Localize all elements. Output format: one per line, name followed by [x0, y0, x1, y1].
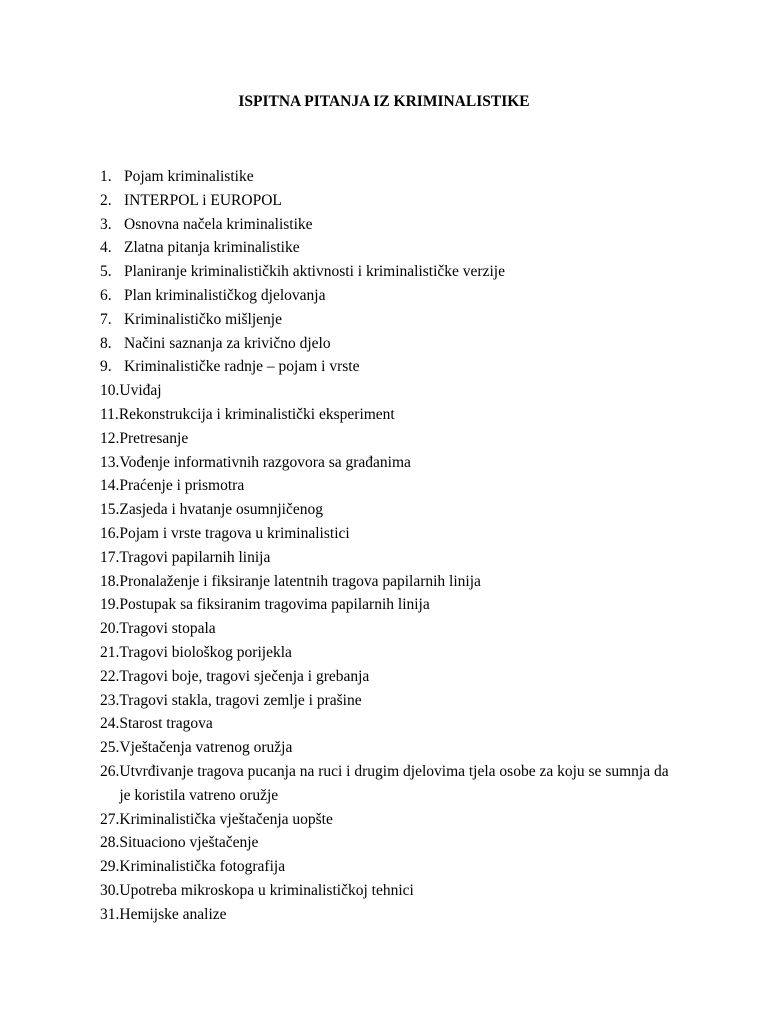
question-text: Kriminalistička fotografija [119, 858, 286, 876]
question-text: Praćenje i prismotra [119, 477, 245, 495]
question-item [100, 332, 680, 356]
question-item [100, 165, 680, 189]
question-item [100, 355, 680, 379]
document-title: ISPITNA PITANJA IZ KRIMINALISTIKE [238, 93, 530, 110]
question-number: 25. [100, 739, 120, 757]
question-number: 14. [100, 477, 120, 495]
question-number: 27. [100, 810, 120, 828]
question-item [100, 808, 680, 832]
question-text: INTERPOL i EUROPOL [124, 191, 282, 209]
question-item [100, 855, 680, 879]
question-item [100, 498, 680, 522]
question-text: Uviđaj [119, 382, 162, 400]
question-number: 16. [100, 524, 120, 542]
question-item [100, 403, 680, 427]
question-number: 31. [100, 905, 120, 923]
question-number: 23. [100, 691, 120, 709]
question-number: 13. [100, 453, 120, 471]
question-text: Zasjeda i hvatanje osumnjičenog [119, 501, 323, 519]
question-text: Osnovna načela kriminalistike [124, 215, 313, 233]
question-number: 9. [100, 358, 112, 376]
question-number: 5. [100, 263, 112, 281]
question-number: 11. [100, 405, 119, 423]
question-number: 7. [100, 310, 112, 328]
question-text: Načini saznanja za krivično djelo [124, 334, 331, 352]
question-text: Tragovi stakla, tragovi zemlje i prašine [119, 691, 362, 709]
question-text: Situaciono vještačenje [119, 834, 259, 852]
question-text: Rekonstrukcija i kriminalistički eksperiment [118, 405, 395, 423]
question-text: Utvrđivanje tragova pucanja na ruci i drugim djelovima tjela osobe za koju se sumnja da je koristila vatreno oružje [119, 762, 669, 804]
question-item [100, 522, 680, 546]
question-text: Kriminalističko mišljenje [124, 310, 282, 328]
question-item [100, 474, 680, 498]
question-item [100, 236, 680, 260]
question-number: 12. [100, 429, 120, 447]
question-number: 3. [100, 215, 112, 233]
question-number: 19. [100, 596, 120, 614]
question-number: 6. [100, 286, 112, 304]
question-text: Postupak sa fiksiranim tragovima papilarnih linija [119, 596, 430, 614]
question-item [100, 831, 680, 855]
question-text: Kriminalističke radnje – pojam i vrste [124, 358, 360, 376]
question-number: 30. [100, 881, 120, 899]
question-text: Tragovi papilarnih linija [119, 548, 271, 566]
question-number: 28. [100, 834, 120, 852]
question-text: Pojam kriminalistike [124, 168, 254, 185]
question-text: Pronalaženje i fiksiranje latentnih tragova papilarnih linija [119, 572, 481, 590]
question-text: Starost tragova [119, 715, 213, 733]
question-number: 18. [100, 572, 120, 590]
question-text: Hemijske analize [119, 905, 227, 923]
question-number: 29. [100, 858, 120, 876]
question-text: Zlatna pitanja kriminalistike [124, 239, 300, 257]
question-item [100, 879, 680, 903]
question-number: 20. [100, 620, 120, 638]
question-item [100, 570, 680, 594]
question-number: 10. [100, 382, 120, 400]
question-number: 21. [100, 643, 120, 661]
question-item [100, 546, 680, 570]
question-text: Upotreba mikroskopa u kriminalističkoj tehnici [119, 881, 414, 899]
question-item [100, 451, 680, 475]
question-text: Tragovi stopala [119, 620, 216, 638]
question-number: 1. [100, 168, 112, 185]
question-item [100, 712, 680, 736]
question-item [100, 284, 680, 308]
question-text: Vođenje informativnih razgovora sa građanima [119, 453, 411, 471]
question-text: Vještačenja vatrenog oružja [119, 739, 293, 757]
question-text: Pretresanje [119, 429, 189, 447]
question-item [100, 213, 680, 237]
question-item [100, 641, 680, 665]
question-item [100, 379, 680, 403]
question-text: Tragovi boje, tragovi sječenja i grebanja [119, 667, 370, 685]
question-number: 2. [100, 191, 112, 209]
question-item [100, 593, 680, 617]
question-item [100, 689, 680, 713]
question-item [100, 736, 680, 760]
question-number: 15. [100, 501, 120, 519]
question-number: 26. [100, 762, 120, 780]
question-number: 17. [100, 548, 120, 566]
question-text: Planiranje kriminalističkih aktivnosti i kriminalističke verzije [124, 263, 505, 281]
question-number: 4. [100, 239, 112, 257]
question-number: 8. [100, 334, 112, 352]
question-item [100, 308, 680, 332]
question-item [100, 260, 680, 284]
question-item [100, 189, 680, 213]
question-item [100, 427, 680, 451]
question-item [100, 665, 680, 689]
question-item [100, 903, 680, 927]
question-text: Tragovi biološkog porijekla [119, 643, 292, 661]
question-item [100, 760, 680, 808]
question-number: 24. [100, 715, 120, 733]
question-list [100, 165, 680, 927]
question-text: Plan kriminalističkog djelovanja [124, 286, 326, 304]
question-text: Pojam i vrste tragova u kriminalistici [119, 524, 350, 542]
question-text: Kriminalistička vještačenja uopšte [119, 810, 333, 828]
question-item [100, 617, 680, 641]
question-number: 22. [100, 667, 120, 685]
